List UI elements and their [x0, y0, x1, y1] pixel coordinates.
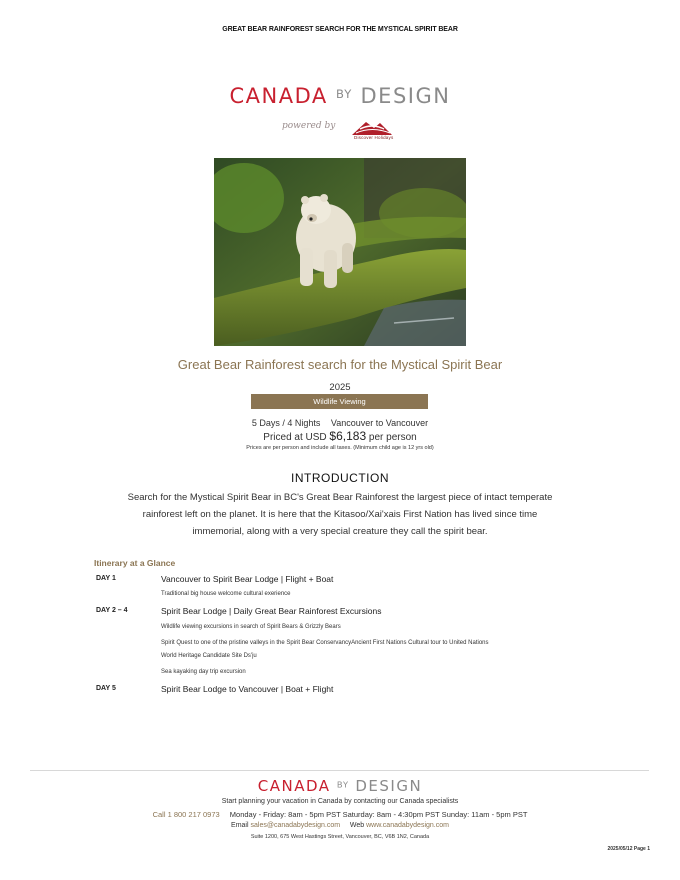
day-activity: World Heritage Candidate Site Ds'ju: [161, 653, 257, 659]
brand-logo: [0, 84, 680, 108]
day-title: Spirit Bear Lodge | Daily Great Bear Rainforest Excursions: [161, 606, 382, 616]
duration-line: [0, 418, 680, 428]
day-label: DAY 1: [96, 575, 116, 582]
document-title: GREAT BEAR RAINFOREST SEARCH FOR THE MYSTICAL SPIRIT BEAR: [222, 26, 458, 33]
price-note: Prices are per person and include all taxes. (Minimum child age is 12 yrs old): [246, 445, 434, 451]
footer-divider: [30, 770, 649, 771]
itinerary-heading: Itinerary at a Glance: [94, 558, 176, 568]
day-activity: Wildlife viewing excursions in search of Spirit Bears & Grizzly Bears: [161, 624, 341, 630]
day-activity: Sea kayaking day trip excursion: [161, 669, 246, 675]
partner-name: Discover Holidays: [354, 135, 394, 140]
intro-paragraph: [100, 489, 580, 540]
category-badge: Wildlife Viewing: [251, 394, 428, 409]
trip-duration: 5 Days / 4 Nights: [251, 418, 321, 428]
logo-design: DESIGN: [355, 777, 423, 795]
logo-by: BY: [335, 86, 353, 101]
email-label: Email: [231, 822, 249, 829]
price-amount: $6,183: [329, 429, 367, 443]
mountain-logo-icon: [350, 117, 394, 137]
logo-by: BY: [336, 779, 350, 790]
footer-links: [0, 822, 680, 829]
email-link[interactable]: sales@canadabydesign.com: [250, 822, 341, 829]
intro-line: rainforest left on the planet. It is here that the Kitasoo/Xai'xais First Nation has lived since time: [142, 509, 538, 520]
powered-by-logo: [250, 115, 410, 147]
powered-by-text: powered by: [282, 121, 336, 131]
footer-contact: [0, 810, 680, 819]
trip-year: 2025: [329, 382, 351, 393]
web-link[interactable]: www.canadabydesign.com: [366, 822, 449, 829]
logo-canada: CANADA: [229, 84, 328, 108]
day-label: DAY 2 – 4: [96, 607, 128, 614]
phone-link[interactable]: Call 1 800 217 0973: [152, 810, 220, 819]
logo-design: DESIGN: [360, 84, 451, 108]
footer-address: Suite 1200, 675 West Hastings Street, Vancouver, BC, V6B 1N2, Canada: [250, 834, 430, 840]
footer-logo: [0, 777, 680, 795]
price-prefix: Priced at USD: [263, 432, 327, 443]
price-suffix: per person: [368, 432, 417, 443]
day-title: Vancouver to Spirit Bear Lodge | Flight + Boat: [161, 574, 334, 584]
office-hours: Monday - Friday: 8am - 5pm PST Saturday: 8am - 4:30pm PST Sunday: 11am - 5pm PST: [229, 810, 528, 819]
spirit-bear-photo: [214, 158, 466, 346]
trip-title: Great Bear Rainforest search for the Mystical Spirit Bear: [177, 357, 503, 372]
day-label: DAY 5: [96, 685, 116, 692]
day-activity: Spirit Quest to one of the pristine valleys in the Spirit Bear ConservancyAncient First Nations Cultural tour to United Nations: [161, 640, 489, 646]
web-label: Web: [349, 822, 365, 829]
intro-line: immemorial, along with a very special creature they call the spirit bear.: [192, 526, 488, 537]
intro-heading: INTRODUCTION: [291, 471, 389, 485]
logo-canada: CANADA: [257, 777, 331, 795]
trip-route: Vancouver to Vancouver: [330, 418, 429, 428]
day-title: Spirit Bear Lodge to Vancouver | Boat + Flight: [161, 684, 334, 694]
day-activity: Traditional big house welcome cultural exerience: [161, 591, 291, 597]
footer-tagline: Start planning your vacation in Canada by contacting our Canada specialists: [221, 798, 459, 805]
intro-line: Search for the Mystical Spirit Bear in BC's Great Bear Rainforest the largest piece of intact temperate: [127, 492, 553, 503]
price-line: [0, 429, 680, 443]
page-info: 2025/05/12 Page 1: [607, 846, 650, 852]
